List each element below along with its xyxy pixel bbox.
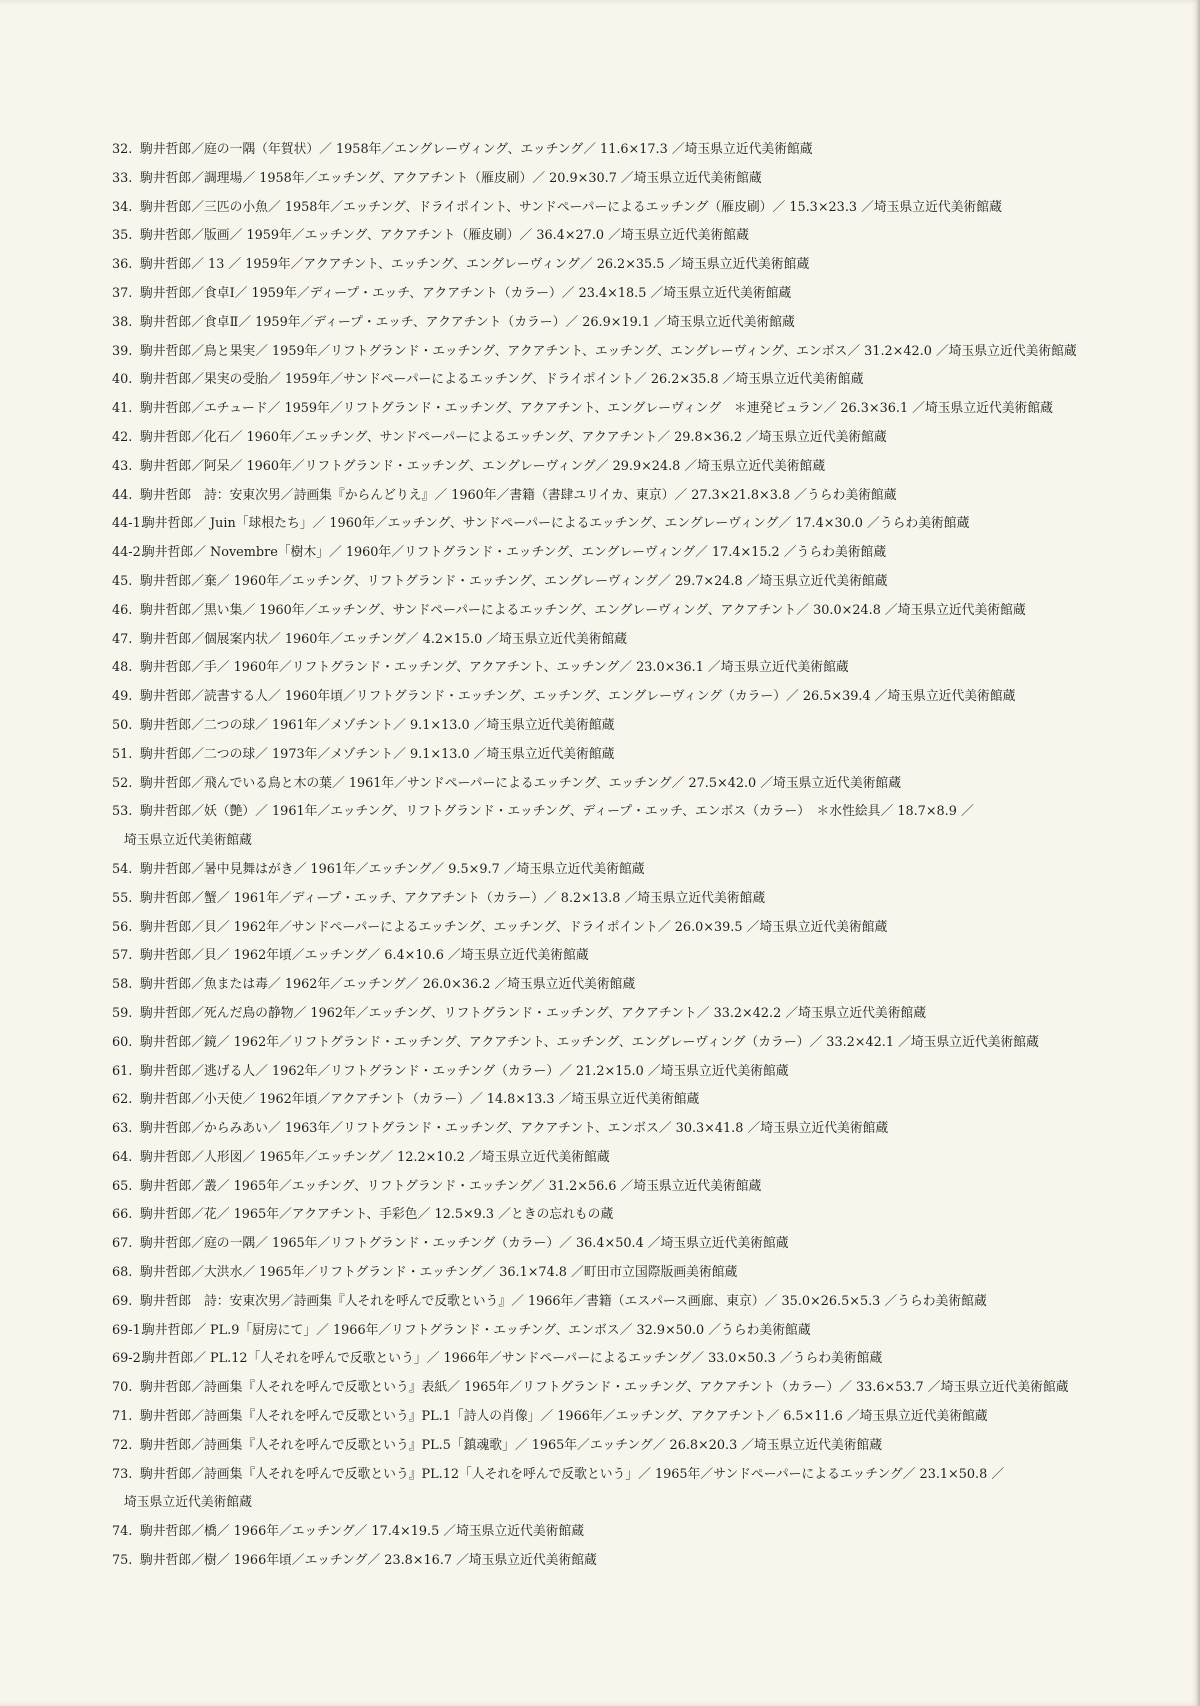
list-item — [112, 1259, 1112, 1288]
entry-number: 47. — [112, 631, 133, 647]
entry-text — [140, 165, 1110, 194]
entry-description: 駒井哲郎／二つの球／ 1961年／メゾチント／ 9.1×13.0 ／埼玉県立近代美術館蔵 — [140, 717, 615, 733]
entry-text — [140, 856, 1110, 885]
entry-description: 駒井哲郎／樹／ 1966年頃／エッチング／ 23.8×16.7 ／埼玉県立近代美術館蔵 — [140, 1553, 597, 1569]
entry-continuation: 埼玉県立近代美術館蔵 — [124, 1495, 252, 1511]
list-item — [112, 482, 1112, 511]
entry-text — [140, 424, 1110, 453]
entry-number: 36. — [112, 257, 133, 273]
entry-number: 44-1. — [112, 516, 145, 532]
list-item — [112, 510, 1112, 539]
list-item — [112, 1345, 1112, 1374]
entry-text — [142, 1317, 1112, 1346]
list-item — [112, 1000, 1112, 1029]
artwork-list — [112, 136, 1112, 1576]
entry-description: 駒井哲郎／小天使／ 1962年頃／アクアチント（カラー）／ 14.8×13.3 ／埼玉県立近代美術館蔵 — [140, 1092, 700, 1108]
entry-description: 駒井哲郎／手／ 1960年／リフトグランド・エッチング、アクアチント、エッチング／ 23.0×36.1 ／埼玉県立近代美術館蔵 — [140, 660, 849, 676]
list-item — [112, 942, 1112, 971]
entry-number: 69-2. — [112, 1351, 145, 1367]
entry-number: 51. — [112, 746, 133, 762]
list-item — [112, 424, 1112, 453]
entry-text — [140, 914, 1110, 943]
entry-description: 駒井哲郎／橋／ 1966年／エッチング／ 17.4×19.5 ／埼玉県立近代美術館蔵 — [140, 1524, 585, 1540]
entry-description: 駒井哲郎／死んだ鳥の静物／ 1962年／エッチング、リフトグランド・エッチング、アクアチント／ 33.2×42.2 ／埼玉県立近代美術館蔵 — [140, 1005, 927, 1021]
list-item — [112, 1461, 1112, 1519]
entry-number: 45. — [112, 573, 133, 589]
entry-description: 駒井哲郎／庭の一隅／ 1965年／リフトグランド・エッチング（カラー）／ 36.4×50.4 ／埼玉県立近代美術館蔵 — [140, 1236, 789, 1252]
list-item — [112, 395, 1112, 424]
entry-text — [140, 626, 1110, 655]
entry-description: 駒井哲郎／鏡／ 1962年／リフトグランド・エッチング、アクアチント、エッチング、エングレーヴィング（カラー）／ 33.2×42.1 ／埼玉県立近代美術館蔵 — [140, 1034, 1039, 1050]
entry-description: 駒井哲郎／ Novembre「樹木」／ 1960年／リフトグランド・エッチング、エングレーヴィング／ 17.4×15.2 ／うらわ美術館蔵 — [142, 545, 887, 561]
entry-text — [140, 194, 1110, 223]
entry-description: 駒井哲郎／花／ 1965年／アクアチント、手彩色／ 12.5×9.3 ／ときの忘れもの蔵 — [140, 1207, 614, 1223]
list-item — [112, 1144, 1112, 1173]
entry-text — [140, 251, 1110, 280]
entry-description: 駒井哲郎／エチュード／ 1959年／リフトグランド・エッチング、アクアチント、エングレーヴィング ＊連発ビュラン／ 26.3×36.1 ／埼玉県立近代美術館蔵 — [140, 401, 1053, 417]
list-item — [112, 309, 1112, 338]
entry-number: 34. — [112, 199, 133, 215]
entry-number: 53. — [112, 804, 133, 820]
entry-description: 駒井哲郎／果実の受胎／ 1959年／サンドペーパーによるエッチング、ドライポイント／ 26.2×35.8 ／埼玉県立近代美術館蔵 — [140, 372, 864, 388]
list-item — [112, 741, 1112, 770]
list-item — [112, 1432, 1112, 1461]
entry-number: 56. — [112, 919, 133, 935]
entry-description: 駒井哲郎／詩画集『人それを呼んで反歌という』PL.1「詩人の肖像」／ 1966年／エッチング、アクアチント／ 6.5×11.6 ／埼玉県立近代美術館蔵 — [140, 1409, 988, 1425]
entry-description: 駒井哲郎／庭の一隅（年賀状）／ 1958年／エングレーヴィング、エッチング／ 11.6×17.3 ／埼玉県立近代美術館蔵 — [140, 142, 813, 157]
entry-number: 43. — [112, 458, 133, 474]
list-item — [112, 597, 1112, 626]
entry-text — [140, 1173, 1110, 1202]
entry-description: 駒井哲郎／阿呆／ 1960年／リフトグランド・エッチング、エングレーヴィング／ 29.9×24.8 ／埼玉県立近代美術館蔵 — [140, 458, 826, 474]
entry-number: 54. — [112, 861, 133, 877]
entry-description: 駒井哲郎／詩画集『人それを呼んで反歌という』PL.5「鎮魂歌」／ 1965年／エッチング／ 26.8×20.3 ／埼玉県立近代美術館蔵 — [140, 1437, 883, 1453]
entry-text — [124, 798, 1110, 856]
list-item — [112, 1201, 1112, 1230]
list-item — [112, 280, 1112, 309]
entry-description: 駒井哲郎／大洪水／ 1965年／リフトグランド・エッチング／ 36.1×74.8 ／町田市立国際版画美術館蔵 — [140, 1265, 738, 1281]
entry-description: 駒井哲郎／人形図／ 1965年／エッチング／ 12.2×10.2 ／埼玉県立近代美術館蔵 — [140, 1149, 610, 1165]
entry-number: 32. — [112, 142, 133, 157]
entry-text — [140, 1086, 1110, 1115]
entry-description: 駒井哲郎／鳥と果実／ 1959年／リフトグランド・エッチング、アクアチント、エッチング、エングレーヴィング、エンボス／ 31.2×42.0 ／埼玉県立近代美術館蔵 — [140, 343, 1077, 359]
entry-text — [140, 597, 1110, 626]
entry-number: 49. — [112, 689, 133, 705]
entry-text — [140, 1029, 1110, 1058]
list-item — [112, 1374, 1112, 1403]
entry-description: 駒井哲郎／三匹の小魚／ 1958年／エッチング、ドライポイント、サンドペーパーによるエッチング（雁皮刷）／ 15.3×23.3 ／埼玉県立近代美術館蔵 — [140, 199, 1002, 215]
entry-description: 駒井哲郎／二つの球／ 1973年／メゾチント／ 9.1×13.0 ／埼玉県立近代美術館蔵 — [140, 746, 615, 762]
list-item — [112, 683, 1112, 712]
list-item — [112, 1518, 1112, 1547]
entry-number: 42. — [112, 429, 133, 445]
entry-number: 52. — [112, 775, 133, 791]
entry-number: 44. — [112, 487, 133, 503]
entry-text — [140, 971, 1110, 1000]
entry-description: 駒井哲郎 詩：安東次男／詩画集『からんどりえ』／ 1960年／書籍（書肆ユリイカ、東京）／ 27.3×21.8×3.8 ／うらわ美術館蔵 — [140, 487, 897, 503]
entry-number: 67. — [112, 1236, 133, 1252]
entry-number: 70. — [112, 1380, 133, 1396]
entry-text — [140, 654, 1110, 683]
list-item — [112, 1115, 1112, 1144]
entry-number: 35. — [112, 228, 133, 244]
entry-text — [140, 885, 1110, 914]
list-item — [112, 366, 1112, 395]
entry-description: 駒井哲郎／棄／ 1960年／エッチング、リフトグランド・エッチング、エングレーヴィング／ 29.7×24.8 ／埼玉県立近代美術館蔵 — [140, 573, 888, 589]
entry-description: 駒井哲郎／ 13 ／ 1959年／アクアチント、エッチング、エングレーヴィング／ 26.2×35.5 ／埼玉県立近代美術館蔵 — [140, 257, 810, 273]
entry-text — [140, 280, 1110, 309]
entry-number: 58. — [112, 977, 133, 993]
entry-text — [124, 1461, 1110, 1519]
list-item — [112, 1317, 1112, 1346]
list-item — [112, 251, 1112, 280]
entry-description: 駒井哲郎／版画／ 1959年／エッチング、アクアチント（雁皮刷）／ 36.4×27.0 ／埼玉県立近代美術館蔵 — [140, 228, 749, 244]
entry-number: 48. — [112, 660, 133, 676]
entry-text — [140, 1201, 1110, 1230]
entry-text — [142, 510, 1112, 539]
entry-number: 55. — [112, 890, 133, 906]
entry-number: 69. — [112, 1293, 133, 1309]
entry-text — [140, 366, 1110, 395]
list-item — [112, 770, 1112, 799]
entry-number: 66. — [112, 1207, 133, 1223]
entry-text — [140, 395, 1110, 424]
entry-number: 46. — [112, 602, 133, 618]
entry-number: 74. — [112, 1524, 133, 1540]
entry-number: 57. — [112, 948, 133, 964]
list-item — [112, 654, 1112, 683]
entry-description: 駒井哲郎／化石／ 1960年／エッチング、サンドペーパーによるエッチング、アクアチント／ 29.8×36.2 ／埼玉県立近代美術館蔵 — [140, 429, 887, 445]
entry-text — [140, 770, 1110, 799]
entry-description: 駒井哲郎／貝／ 1962年頃／エッチング／ 6.4×10.6 ／埼玉県立近代美術館蔵 — [140, 948, 589, 964]
entry-description: 駒井哲郎／食卓Ⅰ／ 1959年／ディープ・エッチ、アクアチント（カラー）／ 23.4×18.5 ／埼玉県立近代美術館蔵 — [140, 285, 792, 301]
entry-number: 60. — [112, 1034, 133, 1050]
list-item — [112, 165, 1112, 194]
entry-text — [140, 942, 1110, 971]
list-item — [112, 798, 1112, 856]
list-item — [112, 712, 1112, 741]
entry-text — [140, 1115, 1110, 1144]
entry-text — [142, 1345, 1112, 1374]
entry-description: 駒井哲郎／個展案内状／ 1960年／エッチング／ 4.2×15.0 ／埼玉県立近代美術館蔵 — [140, 631, 628, 647]
entry-description: 駒井哲郎／詩画集『人それを呼んで反歌という』PL.12「人それを呼んで反歌という」／ 1965年／サンドペーパーによるエッチング／ 23.1×50.8 ／ — [140, 1466, 1005, 1482]
entry-number: 61. — [112, 1063, 133, 1079]
entry-text — [140, 1000, 1110, 1029]
list-item — [112, 539, 1112, 568]
entry-text — [140, 1403, 1110, 1432]
entry-text — [140, 712, 1110, 741]
entry-description: 駒井哲郎／からみあい／ 1963年／リフトグランド・エッチング、アクアチント、エンボス／ 30.3×41.8 ／埼玉県立近代美術館蔵 — [140, 1121, 889, 1137]
list-item — [112, 1230, 1112, 1259]
entry-description: 駒井哲郎／ PL.9「厨房にて」／ 1966年／リフトグランド・エッチング、エンボス／ 32.9×50.0 ／うらわ美術館蔵 — [142, 1322, 811, 1338]
entry-text — [140, 222, 1110, 251]
entry-description: 駒井哲郎／魚または毒／ 1962年／エッチング／ 26.0×36.2 ／埼玉県立近代美術館蔵 — [140, 977, 636, 993]
entry-number: 62. — [112, 1092, 133, 1108]
entry-description: 駒井哲郎／叢／ 1965年／エッチング、リフトグランド・エッチング／ 31.2×56.6 ／埼玉県立近代美術館蔵 — [140, 1178, 762, 1194]
list-item — [112, 1058, 1112, 1087]
list-item — [112, 1086, 1112, 1115]
list-item — [112, 626, 1112, 655]
entry-text — [140, 482, 1110, 511]
entry-description: 駒井哲郎／調理場／ 1958年／エッチング、アクアチント（雁皮刷）／ 20.9×30.7 ／埼玉県立近代美術館蔵 — [140, 170, 762, 186]
entry-text — [140, 568, 1110, 597]
entry-number: 40. — [112, 372, 133, 388]
entry-number: 44-2. — [112, 545, 145, 561]
entry-number: 50. — [112, 717, 133, 733]
list-item — [112, 1288, 1112, 1317]
entry-text — [140, 136, 1110, 165]
entry-number: 41. — [112, 401, 133, 417]
list-item — [112, 1403, 1112, 1432]
entry-text — [140, 1432, 1110, 1461]
list-item — [112, 194, 1112, 223]
page-edge-shadow — [1196, 0, 1200, 1706]
entry-text — [140, 453, 1110, 482]
entry-number: 38. — [112, 314, 133, 330]
entry-number: 37. — [112, 285, 133, 301]
list-item — [112, 1029, 1112, 1058]
list-item — [112, 136, 1112, 165]
entry-text — [140, 1374, 1110, 1403]
entry-description: 駒井哲郎／逃げる人／ 1962年／リフトグランド・エッチング（カラー）／ 21.2×15.0 ／埼玉県立近代美術館蔵 — [140, 1063, 789, 1079]
entry-text — [140, 683, 1110, 712]
entry-number: 73. — [112, 1466, 133, 1482]
entry-description: 駒井哲郎／読書する人／ 1960年頃／リフトグランド・エッチング、エッチング、エングレーヴィング（カラー）／ 26.5×39.4 ／埼玉県立近代美術館蔵 — [140, 689, 1016, 705]
entry-description: 駒井哲郎／ PL.12「人それを呼んで反歌という」／ 1966年／サンドペーパーによるエッチング／ 33.0×50.3 ／うらわ美術館蔵 — [142, 1351, 883, 1367]
entry-text — [140, 1230, 1110, 1259]
entry-text — [140, 1518, 1110, 1547]
entry-text — [142, 539, 1112, 568]
entry-number: 59. — [112, 1005, 133, 1021]
entry-text — [140, 338, 1110, 367]
entry-number: 65. — [112, 1178, 133, 1194]
entry-description: 駒井哲郎／ Juin「球根たち」／ 1960年／エッチング、サンドペーパーによるエッチング、エングレーヴィング／ 17.4×30.0 ／うらわ美術館蔵 — [142, 516, 970, 532]
entry-text — [140, 1144, 1110, 1173]
list-item — [112, 1173, 1112, 1202]
entry-description: 駒井哲郎 詩：安東次男／詩画集『人それを呼んで反歌という』／ 1966年／書籍（エスパース画廊、東京）／ 35.0×26.5×5.3 ／うらわ美術館蔵 — [140, 1293, 987, 1309]
list-item — [112, 914, 1112, 943]
entry-number: 63. — [112, 1121, 133, 1137]
list-item — [112, 568, 1112, 597]
entry-text — [140, 1058, 1110, 1087]
entry-number: 39. — [112, 343, 133, 359]
list-item — [112, 222, 1112, 251]
entry-number: 69-1. — [112, 1322, 145, 1338]
entry-description: 駒井哲郎／蟹／ 1961年／ディープ・エッチ、アクアチント（カラー）／ 8.2×13.8 ／埼玉県立近代美術館蔵 — [140, 890, 766, 906]
entry-text — [140, 1547, 1110, 1576]
entry-number: 75. — [112, 1553, 133, 1569]
entry-description: 駒井哲郎／詩画集『人それを呼んで反歌という』表紙／ 1965年／リフトグランド・エッチング、アクアチント（カラー）／ 33.6×53.7 ／埼玉県立近代美術館蔵 — [140, 1380, 1069, 1396]
entry-number: 33. — [112, 170, 133, 186]
entry-description: 駒井哲郎／妖（艶）／ 1961年／エッチング、リフトグランド・エッチング、ディープ・エッチ、エンボス（カラー） ＊水性絵具／ 18.7×8.9 ／ — [140, 804, 974, 820]
entry-number: 71. — [112, 1409, 133, 1425]
entry-text — [140, 1288, 1110, 1317]
list-item — [112, 338, 1112, 367]
entry-description: 駒井哲郎／飛んでいる鳥と木の葉／ 1961年／サンドペーパーによるエッチング、エッチング／ 27.5×42.0 ／埼玉県立近代美術館蔵 — [140, 775, 902, 791]
entry-number: 64. — [112, 1149, 133, 1165]
entry-text — [140, 309, 1110, 338]
entry-continuation: 埼玉県立近代美術館蔵 — [124, 833, 252, 849]
list-item — [112, 885, 1112, 914]
list-item — [112, 856, 1112, 885]
list-item — [112, 453, 1112, 482]
list-item — [112, 1547, 1112, 1576]
entry-number: 72. — [112, 1437, 133, 1453]
entry-description: 駒井哲郎／暑中見舞はがき／ 1961年／エッチング／ 9.5×9.7 ／埼玉県立近代美術館蔵 — [140, 861, 645, 877]
entry-description: 駒井哲郎／貝／ 1962年／サンドペーパーによるエッチング、エッチング、ドライポイント／ 26.0×39.5 ／埼玉県立近代美術館蔵 — [140, 919, 888, 935]
entry-description: 駒井哲郎／食卓Ⅱ／ 1959年／ディープ・エッチ、アクアチント（カラー）／ 26.9×19.1 ／埼玉県立近代美術館蔵 — [140, 314, 795, 330]
entry-number: 68. — [112, 1265, 133, 1281]
list-item — [112, 971, 1112, 1000]
entry-text — [140, 1259, 1110, 1288]
entry-description: 駒井哲郎／黒い集／ 1960年／エッチング、サンドペーパーによるエッチング、エングレーヴィング、アクアチント／ 30.0×24.8 ／埼玉県立近代美術館蔵 — [140, 602, 1026, 618]
entry-text — [140, 741, 1110, 770]
